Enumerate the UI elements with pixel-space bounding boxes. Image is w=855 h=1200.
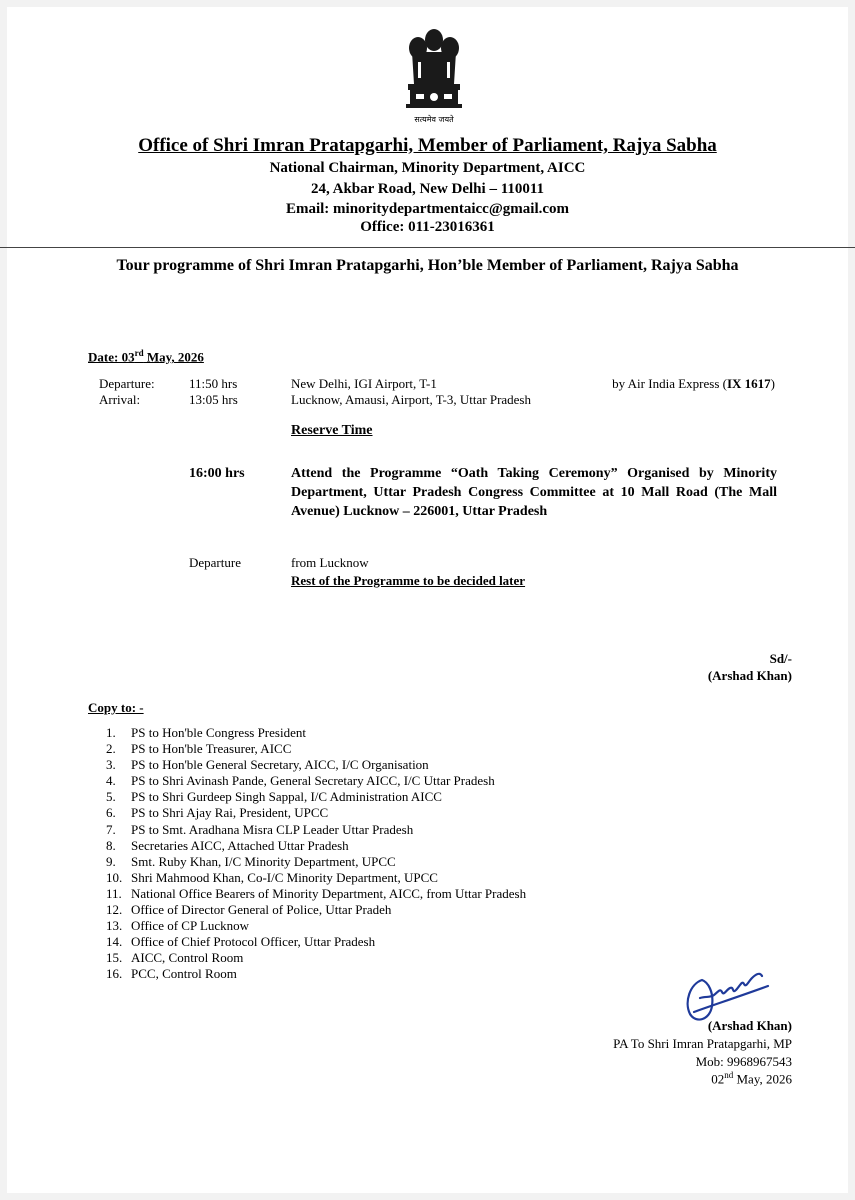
list-item bbox=[106, 966, 526, 982]
list-item-text: PS to Hon'ble Congress President bbox=[131, 725, 306, 740]
list-item bbox=[106, 934, 526, 950]
list-item-text: Smt. Ruby Khan, I/C Minority Department, UPCC bbox=[131, 853, 396, 869]
list-item bbox=[106, 789, 526, 805]
signatory-mobile: Mob: 9968967543 bbox=[695, 1054, 792, 1069]
list-item-number: 4. bbox=[106, 773, 116, 789]
reserve-time: Reserve Time bbox=[291, 423, 373, 438]
date-line: Date: 03rd May, 2026 bbox=[88, 348, 204, 365]
office-title: Office of Shri Imran Pratapgarhi, Member of Parliament, Rajya Sabha bbox=[138, 135, 717, 156]
list-item-text: PCC, Control Room bbox=[131, 966, 237, 982]
list-item bbox=[106, 757, 526, 773]
flight-info: by Air India Express (IX 1617) bbox=[612, 376, 775, 391]
list-item-number: 10. bbox=[106, 869, 123, 885]
list-item-number: 3. bbox=[106, 757, 116, 773]
departure2-label: Departure bbox=[189, 555, 241, 570]
list-item-number: 8. bbox=[106, 837, 116, 853]
svg-text:Arshad: Arshad bbox=[680, 968, 683, 969]
departure-label: Departure: bbox=[99, 376, 155, 391]
list-item bbox=[106, 870, 526, 886]
list-item bbox=[106, 822, 526, 838]
list-item-text: PS to Hon'ble General Secretary, AICC, I/C Organisation bbox=[131, 757, 429, 773]
list-item-number: 11. bbox=[106, 885, 122, 901]
list-item-text: Office of Director General of Police, Uttar Pradeh bbox=[131, 902, 392, 918]
list-item-text: Office of CP Lucknow bbox=[131, 918, 250, 934]
list-item bbox=[106, 741, 526, 757]
list-item bbox=[106, 950, 526, 966]
header-divider bbox=[0, 247, 855, 248]
list-item-number: 15. bbox=[106, 950, 123, 966]
list-item-number: 14. bbox=[106, 934, 123, 950]
event-description: Attend the Programme “Oath Taking Ceremony” Organised by Minority Department, Uttar Pradesh Congress Committee at 10 Mall Road (The Mall Avenue) Lucknow – 226001, Uttar Pradesh bbox=[291, 466, 777, 519]
address: 24, Akbar Road, New Delhi – 110011 bbox=[310, 181, 545, 197]
departure-time: 11:50 hrs bbox=[189, 376, 238, 391]
list-item-text: PS to Shri Gurdeep Singh Sappal, I/C Administration AICC bbox=[131, 789, 442, 805]
list-item bbox=[106, 854, 526, 870]
sd-mark: Sd/- bbox=[769, 651, 792, 666]
list-item-number: 6. bbox=[106, 805, 116, 821]
list-item bbox=[106, 725, 526, 741]
list-item-number: 16. bbox=[106, 966, 123, 982]
list-item-number: 12. bbox=[106, 902, 123, 918]
list-item-number: 13. bbox=[106, 918, 123, 934]
arrival-time: 13:05 hrs bbox=[189, 392, 238, 407]
national-emblem-icon bbox=[398, 22, 470, 130]
list-item-number: 9. bbox=[106, 853, 116, 869]
emblem-motto: सत्यमेव जयते bbox=[414, 115, 454, 124]
designation: National Chairman, Minority Department, AICC bbox=[269, 160, 586, 176]
arrival-label: Arrival: bbox=[99, 392, 141, 407]
list-item bbox=[106, 805, 526, 821]
tour-title: Tour programme of Shri Imran Pratapgarhi, Hon’ble Member of Parliament, Rajya Sabha bbox=[116, 257, 739, 274]
list-item-text: National Office Bearers of Minority Department, AICC, from Uttar Pradesh bbox=[131, 885, 527, 901]
list-item-number: 5. bbox=[106, 789, 116, 805]
list-item-number: 7. bbox=[106, 821, 116, 837]
list-item-text: PS to Shri Ajay Rai, President, UPCC bbox=[131, 805, 329, 821]
list-item-text: AICC, Control Room bbox=[131, 950, 244, 966]
list-item bbox=[106, 838, 526, 854]
email: Email: minoritydepartmentaicc@gmail.com bbox=[285, 201, 570, 217]
list-item-text: Shri Mahmood Khan, Co-I/C Minority Department, UPCC bbox=[131, 869, 438, 885]
sd-name: (Arshad Khan) bbox=[707, 668, 792, 683]
list-item-text: PS to Shri Avinash Pande, General Secretary AICC, I/C Uttar Pradesh bbox=[131, 773, 495, 789]
office-phone: Office: 011-23016361 bbox=[360, 219, 495, 235]
list-item-text: PS to Smt. Aradhana Misra CLP Leader Uttar Pradesh bbox=[131, 821, 414, 837]
copy-to-title: Copy to: - bbox=[88, 700, 144, 715]
event-time: 16:00 hrs bbox=[189, 466, 245, 481]
rest-note: Rest of the Programme to be decided later bbox=[291, 573, 526, 588]
list-item bbox=[106, 902, 526, 918]
list-item bbox=[106, 773, 526, 789]
signatory-designation: PA To Shri Imran Pratapgarhi, MP bbox=[613, 1036, 792, 1051]
list-item bbox=[106, 918, 526, 934]
list-item-text: PS to Hon'ble Treasurer, AICC bbox=[131, 741, 292, 757]
list-item-number: 2. bbox=[106, 741, 116, 757]
signatory-name: (Arshad Khan) bbox=[707, 1018, 792, 1033]
signatory-date: 02nd May, 2026 bbox=[711, 1070, 792, 1087]
departure-place: New Delhi, IGI Airport, T-1 bbox=[291, 376, 437, 391]
copy-to-list bbox=[106, 725, 526, 983]
arrival-place: Lucknow, Amausi, Airport, T-3, Uttar Pradesh bbox=[291, 392, 531, 407]
list-item-text: Secretaries AICC, Attached Uttar Pradesh bbox=[131, 837, 349, 853]
list-item-text: Office of Chief Protocol Officer, Uttar Pradesh bbox=[131, 934, 376, 950]
list-item-number: 1. bbox=[106, 725, 116, 740]
list-item bbox=[106, 886, 526, 902]
departure2-place: from Lucknow bbox=[291, 555, 369, 570]
